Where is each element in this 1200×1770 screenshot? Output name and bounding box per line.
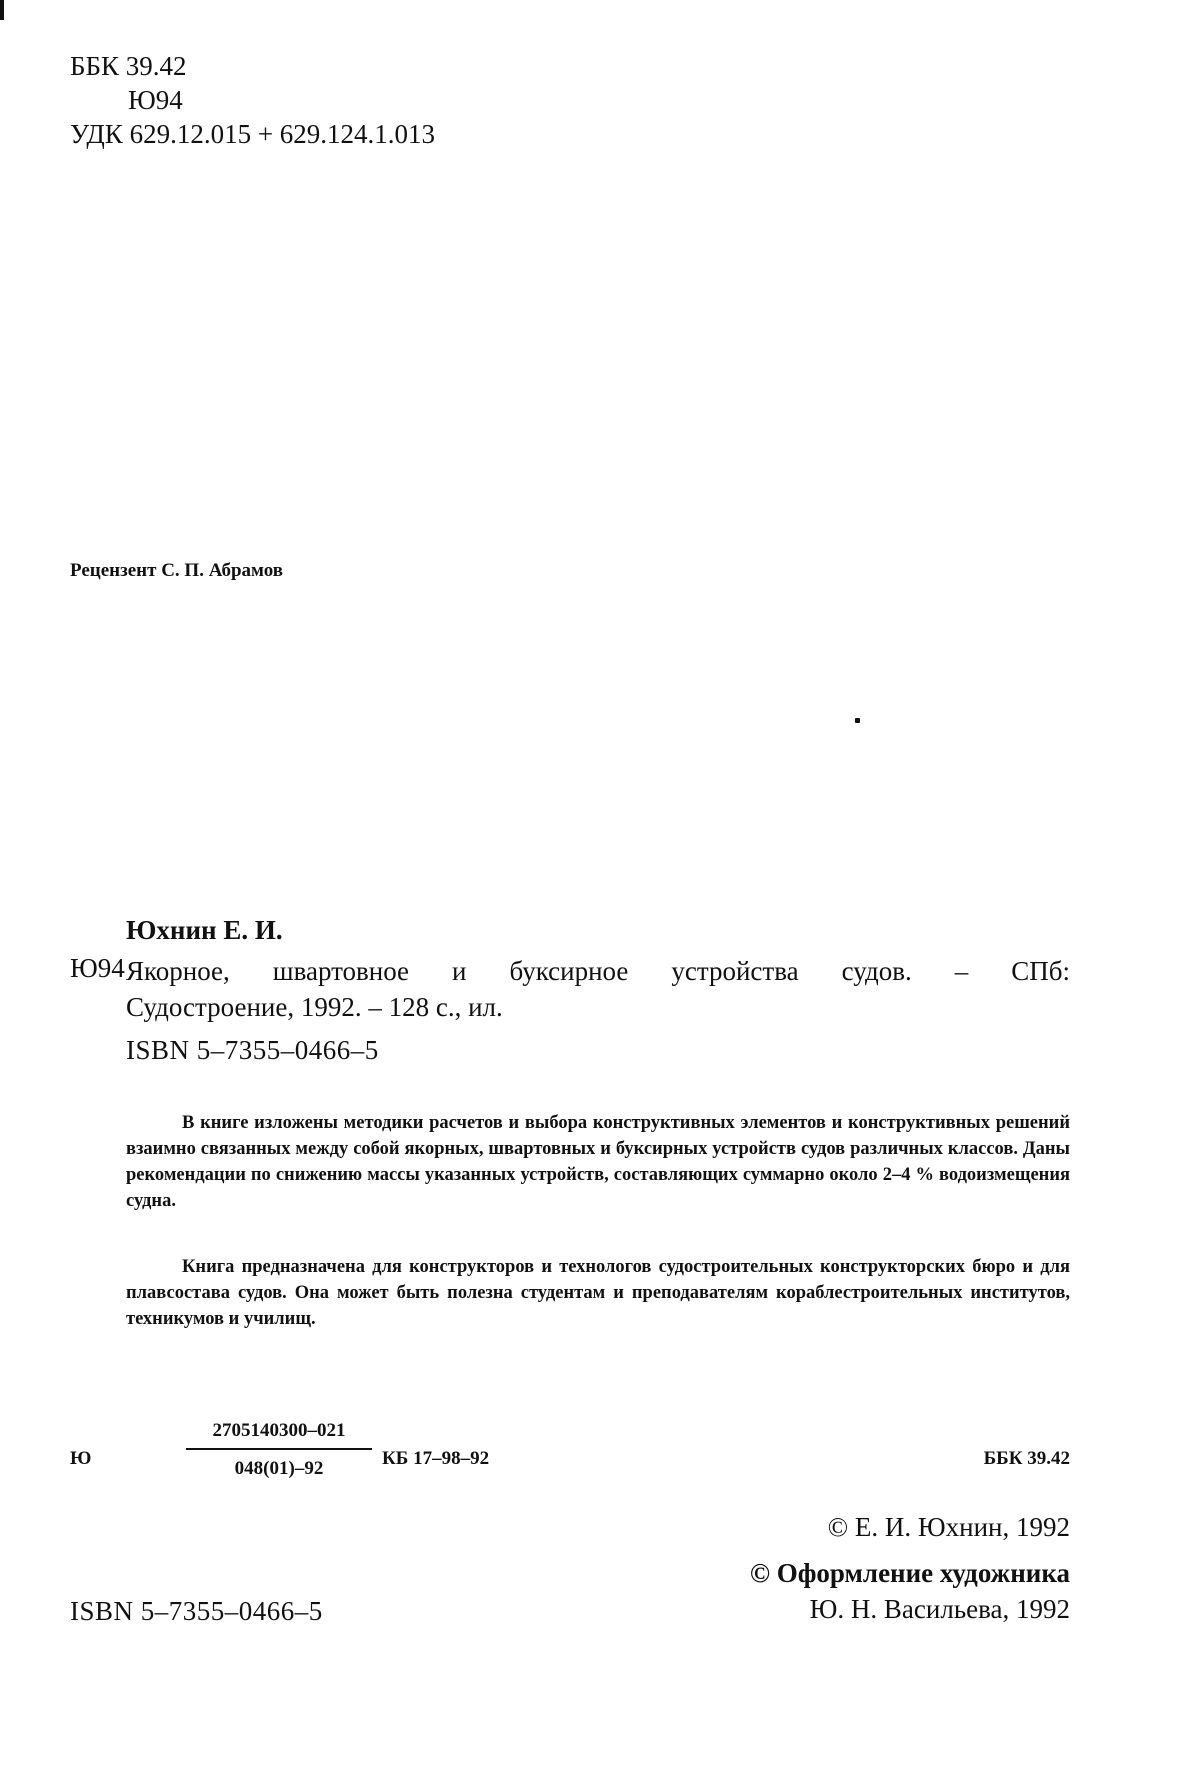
catalog-code: Ю94 (70, 953, 125, 983)
reviewer: Рецензент С. П. Абрамов (70, 560, 284, 581)
copyright-design: © Оформление художника (749, 1558, 1070, 1588)
isbn-bottom: ISBN 5–7355–0466–5 (70, 1596, 323, 1626)
author-mark: Ю94 (128, 85, 183, 115)
bbk-index-bottom: ББК 39.42 (983, 1448, 1070, 1469)
udk-index: УДК 629.12.015 + 629.124.1.013 (70, 119, 436, 149)
annotation-paragraph-2 (126, 1254, 1070, 1332)
catalog-title-line1: Якорное, швартовное и буксирное устройства судов. – СПб: (126, 956, 1070, 986)
annotation-paragraph-1 (126, 1110, 1070, 1214)
bbk-index: ББК 39.42 (70, 51, 187, 81)
catalog-isbn: ISBN 5–7355–0466–5 (126, 1035, 379, 1065)
corner-mark (0, 0, 4, 20)
catalog-title-line2: Судостроение, 1992. – 128 с., ил. (126, 992, 503, 1022)
annotation-text-1: В книге изложены методики расчетов и выбора конструктивных элементов и конструктивных решений взаимно связанных между собой якорных, швартовных и буксирных устройств судов различных классов. Даны рекомендации по снижению массы указанных устройств, составляющих суммарно около 2–4 % водоизмещения судна. (126, 1113, 1070, 1211)
publication-code-numerator: 2705140300–021 (186, 1418, 372, 1450)
publication-code-denominator: 048(01)–92 (234, 1458, 324, 1479)
publication-code-series: КБ 17–98–92 (382, 1448, 490, 1469)
copyright-author: © Е. И. Юхнин, 1992 (827, 1512, 1070, 1542)
catalog-author: Юхнин Е. И. (126, 915, 283, 945)
publication-code-letter: Ю (70, 1448, 92, 1469)
stray-dot (855, 718, 860, 723)
copyright-artist: Ю. Н. Васильева, 1992 (809, 1594, 1070, 1624)
annotation-text-2: Книга предназначена для конструкторов и технологов судостроительных конструкторских бюро и для плавсостава судов. Она может быть полезна студентам и преподавателям кораблестроительных институтов, техникумов и училищ. (126, 1257, 1070, 1329)
publication-code-fraction (186, 1418, 372, 1482)
